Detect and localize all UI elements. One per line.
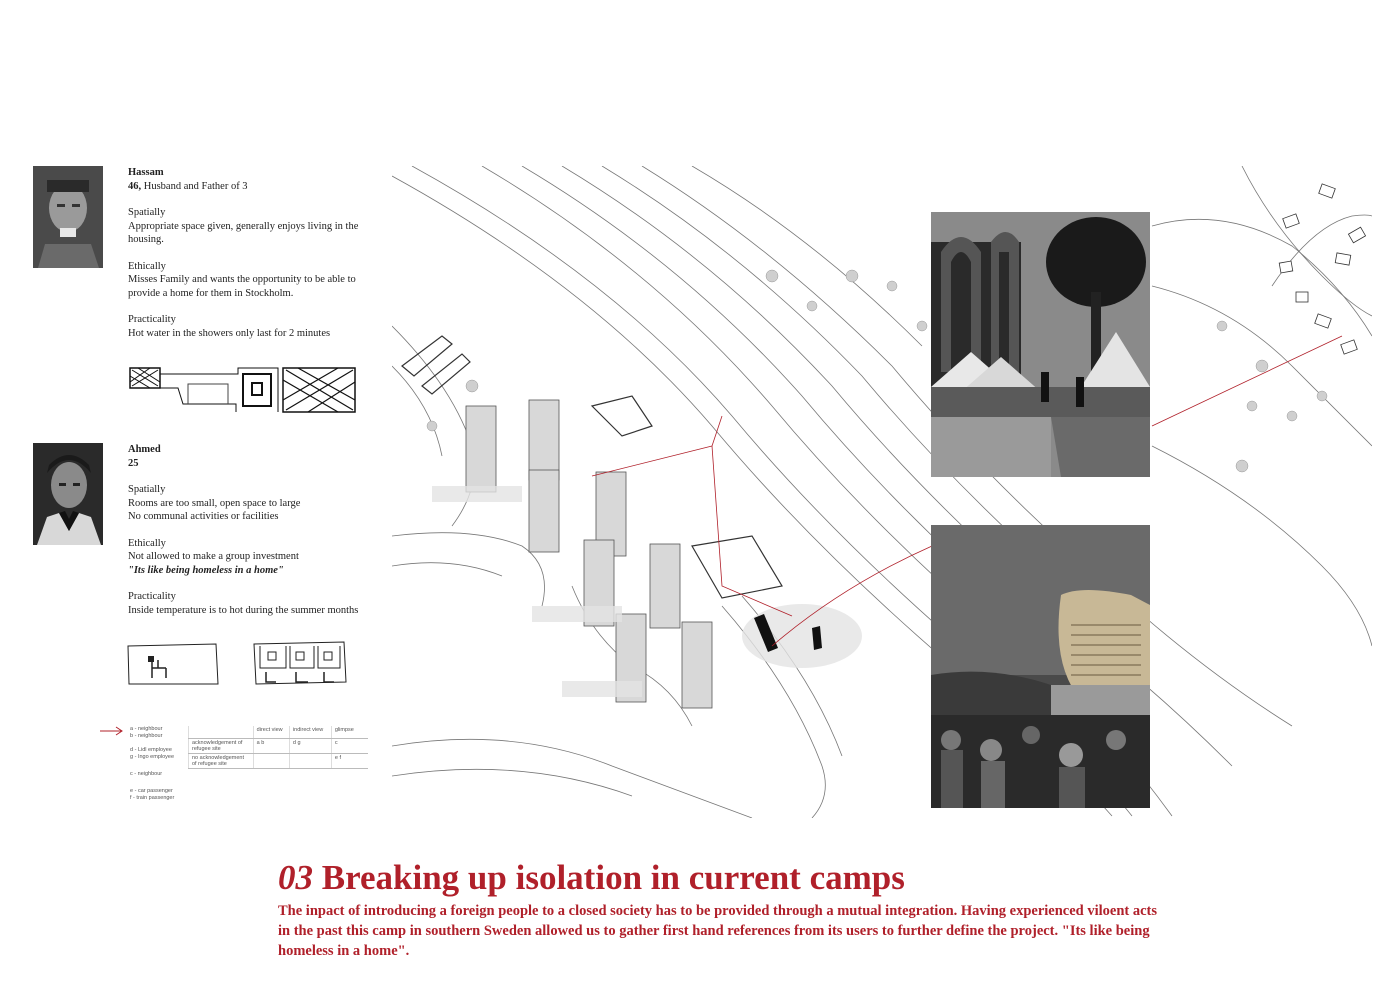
table-cell: e f bbox=[331, 754, 368, 769]
site-plan-drawing bbox=[392, 166, 1372, 818]
ethically-heading: Ethically bbox=[128, 260, 166, 272]
sightline-table bbox=[188, 726, 368, 769]
column-header: direct view bbox=[253, 726, 289, 739]
persona-hassam bbox=[128, 166, 368, 340]
description-text: The inpact of introducing a foreign people to a closed society has to be provided through a mutual integration. Having experienced viloent acts in the past this camp in southern Sweden allowed us to gather first hand references from its users to further define the project. "Its like being homeless in a home". bbox=[278, 903, 1158, 959]
title-text: Breaking up isolation in current camps bbox=[313, 858, 905, 897]
hassam-section-sketch bbox=[128, 364, 368, 416]
page-title bbox=[278, 858, 905, 898]
practicality-heading: Practicality bbox=[128, 314, 176, 325]
ethically-heading: Ethically bbox=[128, 537, 166, 549]
ahmed-room-sketches bbox=[126, 638, 366, 688]
legend-label: g - Ingo employee bbox=[130, 754, 175, 760]
spatially-heading: Spatially bbox=[128, 484, 166, 495]
persona-age: 25 bbox=[128, 457, 139, 469]
row-label: no acknowledgement of refugee site bbox=[189, 754, 254, 769]
legend-label: c - neighbour bbox=[130, 771, 163, 777]
column-header: indirect view bbox=[289, 726, 331, 739]
legend-label: f - train passenger bbox=[130, 795, 175, 801]
spatially-text: No communal activities or facilities bbox=[128, 511, 279, 522]
section-number: 03 bbox=[278, 858, 313, 897]
legend-label: e - car passenger bbox=[130, 788, 173, 794]
practicality-text: Hot water in the showers only last for 2 minutes bbox=[128, 327, 331, 339]
spatially-text: Appropriate space given, generally enjoys living in the housing. bbox=[128, 220, 359, 245]
ethically-text: Not allowed to make a group investment bbox=[128, 551, 299, 562]
persona-name: Ahmed bbox=[128, 444, 161, 455]
spatially-heading: Spatially bbox=[128, 207, 166, 218]
practicality-heading: Practicality bbox=[128, 591, 176, 602]
hassam-portrait bbox=[33, 166, 103, 268]
collage-photo-market-crowd bbox=[931, 525, 1150, 808]
table-cell bbox=[289, 754, 331, 769]
legend-label: d - Lidl employee bbox=[130, 747, 172, 753]
collage-photo-ruins-tents bbox=[931, 212, 1150, 477]
practicality-text: Inside temperature is to hot during the summer months bbox=[128, 604, 359, 616]
legend-label: a - neighbour bbox=[130, 726, 163, 732]
spatially-text: Rooms are too small, open space to large bbox=[128, 497, 301, 509]
table-cell: d g bbox=[289, 739, 331, 754]
sightline-symbol-icon bbox=[100, 726, 130, 736]
column-header: glimpse bbox=[331, 726, 368, 739]
table-cell: a b bbox=[253, 739, 289, 754]
ethically-text: Misses Family and wants the opportunity to be able to provide a home for them in Stockholm. bbox=[128, 274, 356, 299]
table-cell: c bbox=[331, 739, 368, 754]
persona-name: Hassam bbox=[128, 167, 164, 178]
ethically-quote: "Its like being homeless in a home" bbox=[128, 564, 284, 576]
table-cell bbox=[253, 754, 289, 769]
ahmed-portrait bbox=[33, 443, 103, 545]
persona-age-role: 46, Husband and Father of 3 bbox=[128, 180, 248, 192]
row-label: acknowledgement of refugee site bbox=[189, 739, 254, 754]
persona-ahmed bbox=[128, 443, 368, 617]
legend-label: b - neighbour bbox=[130, 733, 163, 739]
